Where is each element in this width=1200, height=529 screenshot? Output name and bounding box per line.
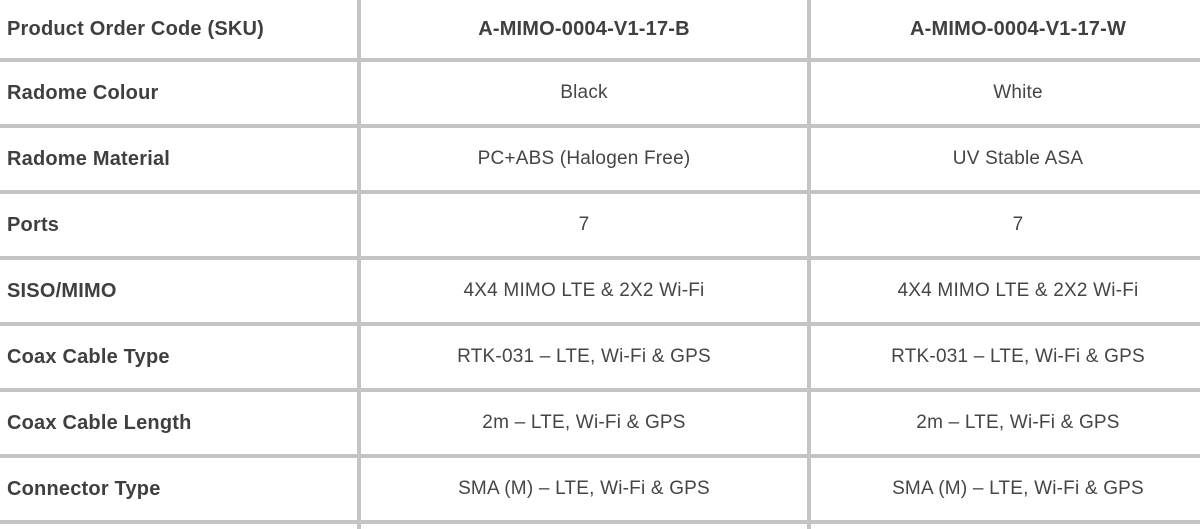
value-cell-variant-b-text: Black	[560, 82, 608, 103]
row-label-cell-text: Coax Cable Length	[7, 411, 192, 434]
value-cell-variant-b-text: A-MIMO-0004-V1-17-B	[478, 17, 690, 40]
value-cell-variant-w-text: 2m – LTE, Wi-Fi & GPS	[916, 412, 1120, 433]
row-label-cell-text: Product Order Code (SKU)	[7, 17, 265, 40]
value-cell-variant-b	[361, 326, 811, 392]
value-cell-variant-w	[811, 392, 1200, 458]
value-cell-variant-w-text: SMA (M) – LTE, Wi-Fi & GPS	[892, 478, 1144, 499]
partial-next-row-cell	[361, 524, 811, 529]
row-label-cell	[0, 128, 361, 194]
row-label-cell-text: Ports	[7, 213, 60, 236]
partial-next-row-cell	[811, 524, 1200, 529]
value-cell-variant-w	[811, 326, 1200, 392]
value-cell-variant-b-text: RTK-031 – LTE, Wi-Fi & GPS	[457, 346, 711, 367]
value-cell-variant-w-text: 4X4 MIMO LTE & 2X2 Wi-Fi	[897, 280, 1139, 301]
value-cell-variant-b	[361, 458, 811, 524]
row-label-cell	[0, 458, 361, 524]
row-label-cell-text: Coax Cable Type	[7, 345, 170, 368]
value-cell-variant-w-text: RTK-031 – LTE, Wi-Fi & GPS	[891, 346, 1145, 367]
value-cell-variant-w-text: UV Stable ASA	[952, 148, 1084, 169]
value-cell-variant-w	[811, 458, 1200, 524]
row-label-cell-text: Radome Colour	[7, 81, 159, 104]
value-cell-variant-w-text: A-MIMO-0004-V1-17-W	[909, 17, 1127, 40]
value-cell-variant-b	[361, 260, 811, 326]
value-cell-variant-b-text: 7	[578, 214, 590, 235]
value-cell-variant-b	[361, 62, 811, 128]
value-cell-variant-w	[811, 128, 1200, 194]
row-label-cell	[0, 0, 361, 62]
row-label-cell-text: Connector Type	[7, 477, 161, 500]
value-cell-variant-b-text: 4X4 MIMO LTE & 2X2 Wi-Fi	[463, 280, 705, 301]
row-label-cell-text: SISO/MIMO	[7, 279, 117, 302]
row-label-cell	[0, 260, 361, 326]
value-cell-variant-b	[361, 194, 811, 260]
value-cell-variant-w-text: White	[993, 82, 1043, 103]
row-label-cell	[0, 392, 361, 458]
value-cell-variant-b	[361, 128, 811, 194]
value-cell-variant-w	[811, 194, 1200, 260]
value-cell-variant-b-text: PC+ABS (Halogen Free)	[477, 148, 691, 169]
row-label-cell	[0, 62, 361, 128]
value-cell-variant-b	[361, 392, 811, 458]
value-cell-variant-w-text: 7	[1012, 214, 1024, 235]
value-cell-variant-w	[811, 260, 1200, 326]
value-cell-variant-w	[811, 62, 1200, 128]
row-label-cell	[0, 326, 361, 392]
partial-next-row-cell	[0, 524, 361, 529]
value-cell-variant-b-text: SMA (M) – LTE, Wi-Fi & GPS	[458, 478, 710, 499]
value-cell-variant-b-text: 2m – LTE, Wi-Fi & GPS	[482, 412, 686, 433]
row-label-cell-text: Radome Material	[7, 147, 171, 170]
value-cell-variant-w	[811, 0, 1200, 62]
value-cell-variant-b	[361, 0, 811, 62]
row-label-cell	[0, 194, 361, 260]
